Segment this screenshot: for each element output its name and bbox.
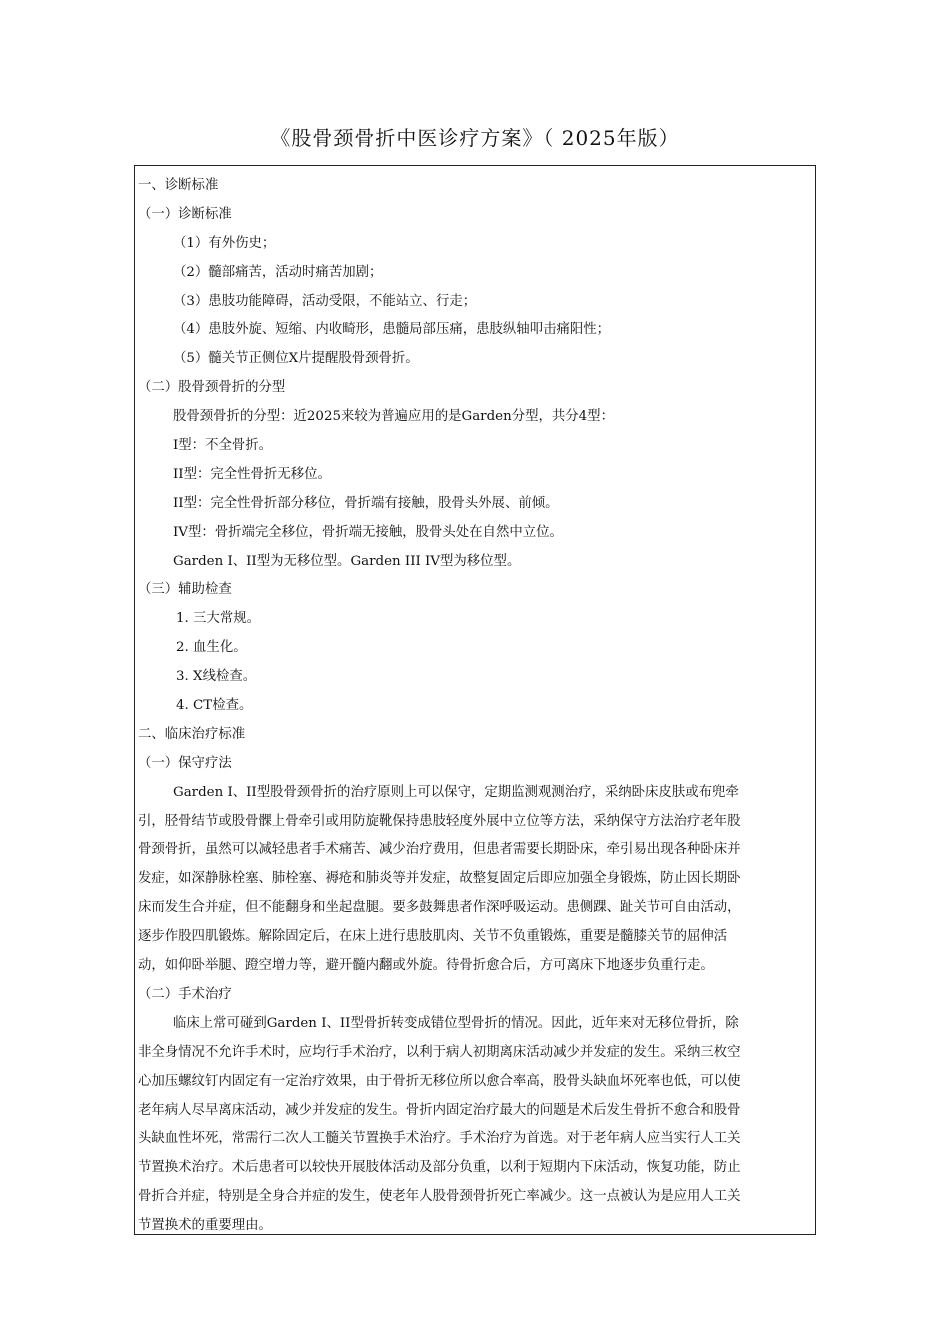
- list-item: 1. 三大常规。: [176, 611, 260, 627]
- paragraph-line: Garden I、II型股骨颈骨折的治疗原则上可以保守，定期监测观测治疗，采纳卧床皮肤或布兜牵: [173, 784, 739, 800]
- list-item: 3. X线检查。: [176, 669, 257, 685]
- list-item: 股骨颈骨折的分型：近2025来较为普遍应用的是Garden分型，共分4型：: [173, 409, 614, 425]
- paragraph-line: 逐步作股四肌锻炼。解除固定后，在床上进行患肢肌肉、关节不负重锻炼，重要是髓膝关节的屈伸活: [138, 929, 728, 945]
- subsection-heading: （一）诊断标准: [138, 206, 232, 222]
- section-heading-diagnosis: 一、诊断标准: [138, 178, 219, 193]
- section-heading-treatment: 二、临床治疗标准: [138, 726, 246, 742]
- paragraph-surgery: [138, 1010, 813, 1241]
- paragraph-line: 发症，如深静脉栓塞、肺栓塞、褥疮和肺炎等并发症，故整复固定后即应加强全身锻炼，防止因长期卧: [138, 871, 741, 887]
- paragraph-line: 节置换术治疗。术后患者可以较快开展肢体活动及部分负重，以利于短期内下床活动，恢复功能，防止: [138, 1160, 741, 1176]
- subsection-heading: （一）保守疗法: [138, 755, 232, 771]
- list-item: II型：完全性骨折无移位。: [173, 466, 331, 482]
- list-item: （4）患肢外旋、短缩、内收畸形，患髓局部压痛，患肢纵轴叩击痛阳性；: [173, 322, 611, 338]
- paragraph-line: 心加压螺纹钉内固定有一定治疗效果，由于骨折无移位所以愈合率高，股骨头缺血坏死率也低，可以使: [138, 1073, 741, 1089]
- paragraph-line: 头缺血性坏死，常需行二次人工髓关节置换手术治疗。手术治疗为首选。对于老年病人应当实行人工关: [138, 1131, 741, 1147]
- list-item: I型：不全骨折。: [173, 438, 273, 454]
- paragraph-line: 骨折合并症，特别是全身合并症的发生，使老年人股骨颈骨折死亡率减少。这一点被认为是应用人工关: [138, 1189, 741, 1205]
- paragraph-line: 非全身情况不允许手术时，应均行手术治疗，以利于病人初期离床活动减少并发症的发生。采纳三枚空: [138, 1044, 741, 1060]
- paragraph-line: 动，如仰卧举腿、蹬空增力等，避开髓内翻或外旋。待骨折愈合后，方可离床下地逐步负重行走。: [138, 958, 714, 974]
- list-item: 2. 血生化。: [176, 640, 247, 656]
- paragraph-line: 床而发生合并症，但不能翻身和坐起盘腿。要多鼓舞患者作深呼吸运动。患侧踝、趾关节可自由活动，: [138, 900, 741, 916]
- list-item: 4. CT检查。: [176, 698, 253, 714]
- document-title: 《股骨颈骨折中医诊疗方案》（ 2025年版）: [270, 126, 680, 150]
- list-item: II型：完全性骨折部分移位，骨折端有接触，股骨头外展、前倾。: [173, 495, 559, 511]
- list-item: （1）有外伤史；: [173, 235, 276, 251]
- paragraph-line: 引，胫骨结节或股骨髁上骨牵引或用防旋靴保持患肢轻度外展中立位等方法，采纳保守方法治疗老年股: [138, 813, 741, 829]
- content-table: [134, 165, 816, 1235]
- subsection-heading: （三）辅助检查: [138, 582, 232, 598]
- paragraph-line: 老年病人尽早离床活动，减少并发症的发生。骨折内固定治疗最大的问题是术后发生骨折不愈合和股骨: [138, 1102, 741, 1118]
- subsection-heading: （二）股骨颈骨折的分型: [138, 380, 286, 396]
- paragraph-conservative: [138, 779, 813, 981]
- paragraph-line: 临床上常可碰到Garden I、II型骨折转变成错位型骨折的情况。因此，近年来对无移位骨折，除: [173, 1015, 739, 1031]
- paragraph-line: 节置换术的重要理由。: [138, 1218, 272, 1234]
- list-item: Garden I、II型为无移位型。Garden III IV型为移位型。: [173, 553, 521, 569]
- list-item: （2）髓部痛苦，活动时痛苦加剧；: [173, 264, 383, 280]
- subsection-heading: （二）手术治疗: [138, 986, 232, 1002]
- list-item: IV型：骨折端完全移位，骨折端无接触，股骨头处在自然中立位。: [173, 524, 563, 540]
- list-item: （5）髓关节正侧位X片提醒股骨颈骨折。: [173, 351, 419, 367]
- paragraph-line: 骨颈骨折，虽然可以减轻患者手术痛苦、减少治疗费用，但患者需要长期卧床，牵引易出现各种卧床并: [138, 842, 741, 858]
- list-item: （3）患肢功能障碍，活动受限，不能站立、行走；: [173, 293, 477, 309]
